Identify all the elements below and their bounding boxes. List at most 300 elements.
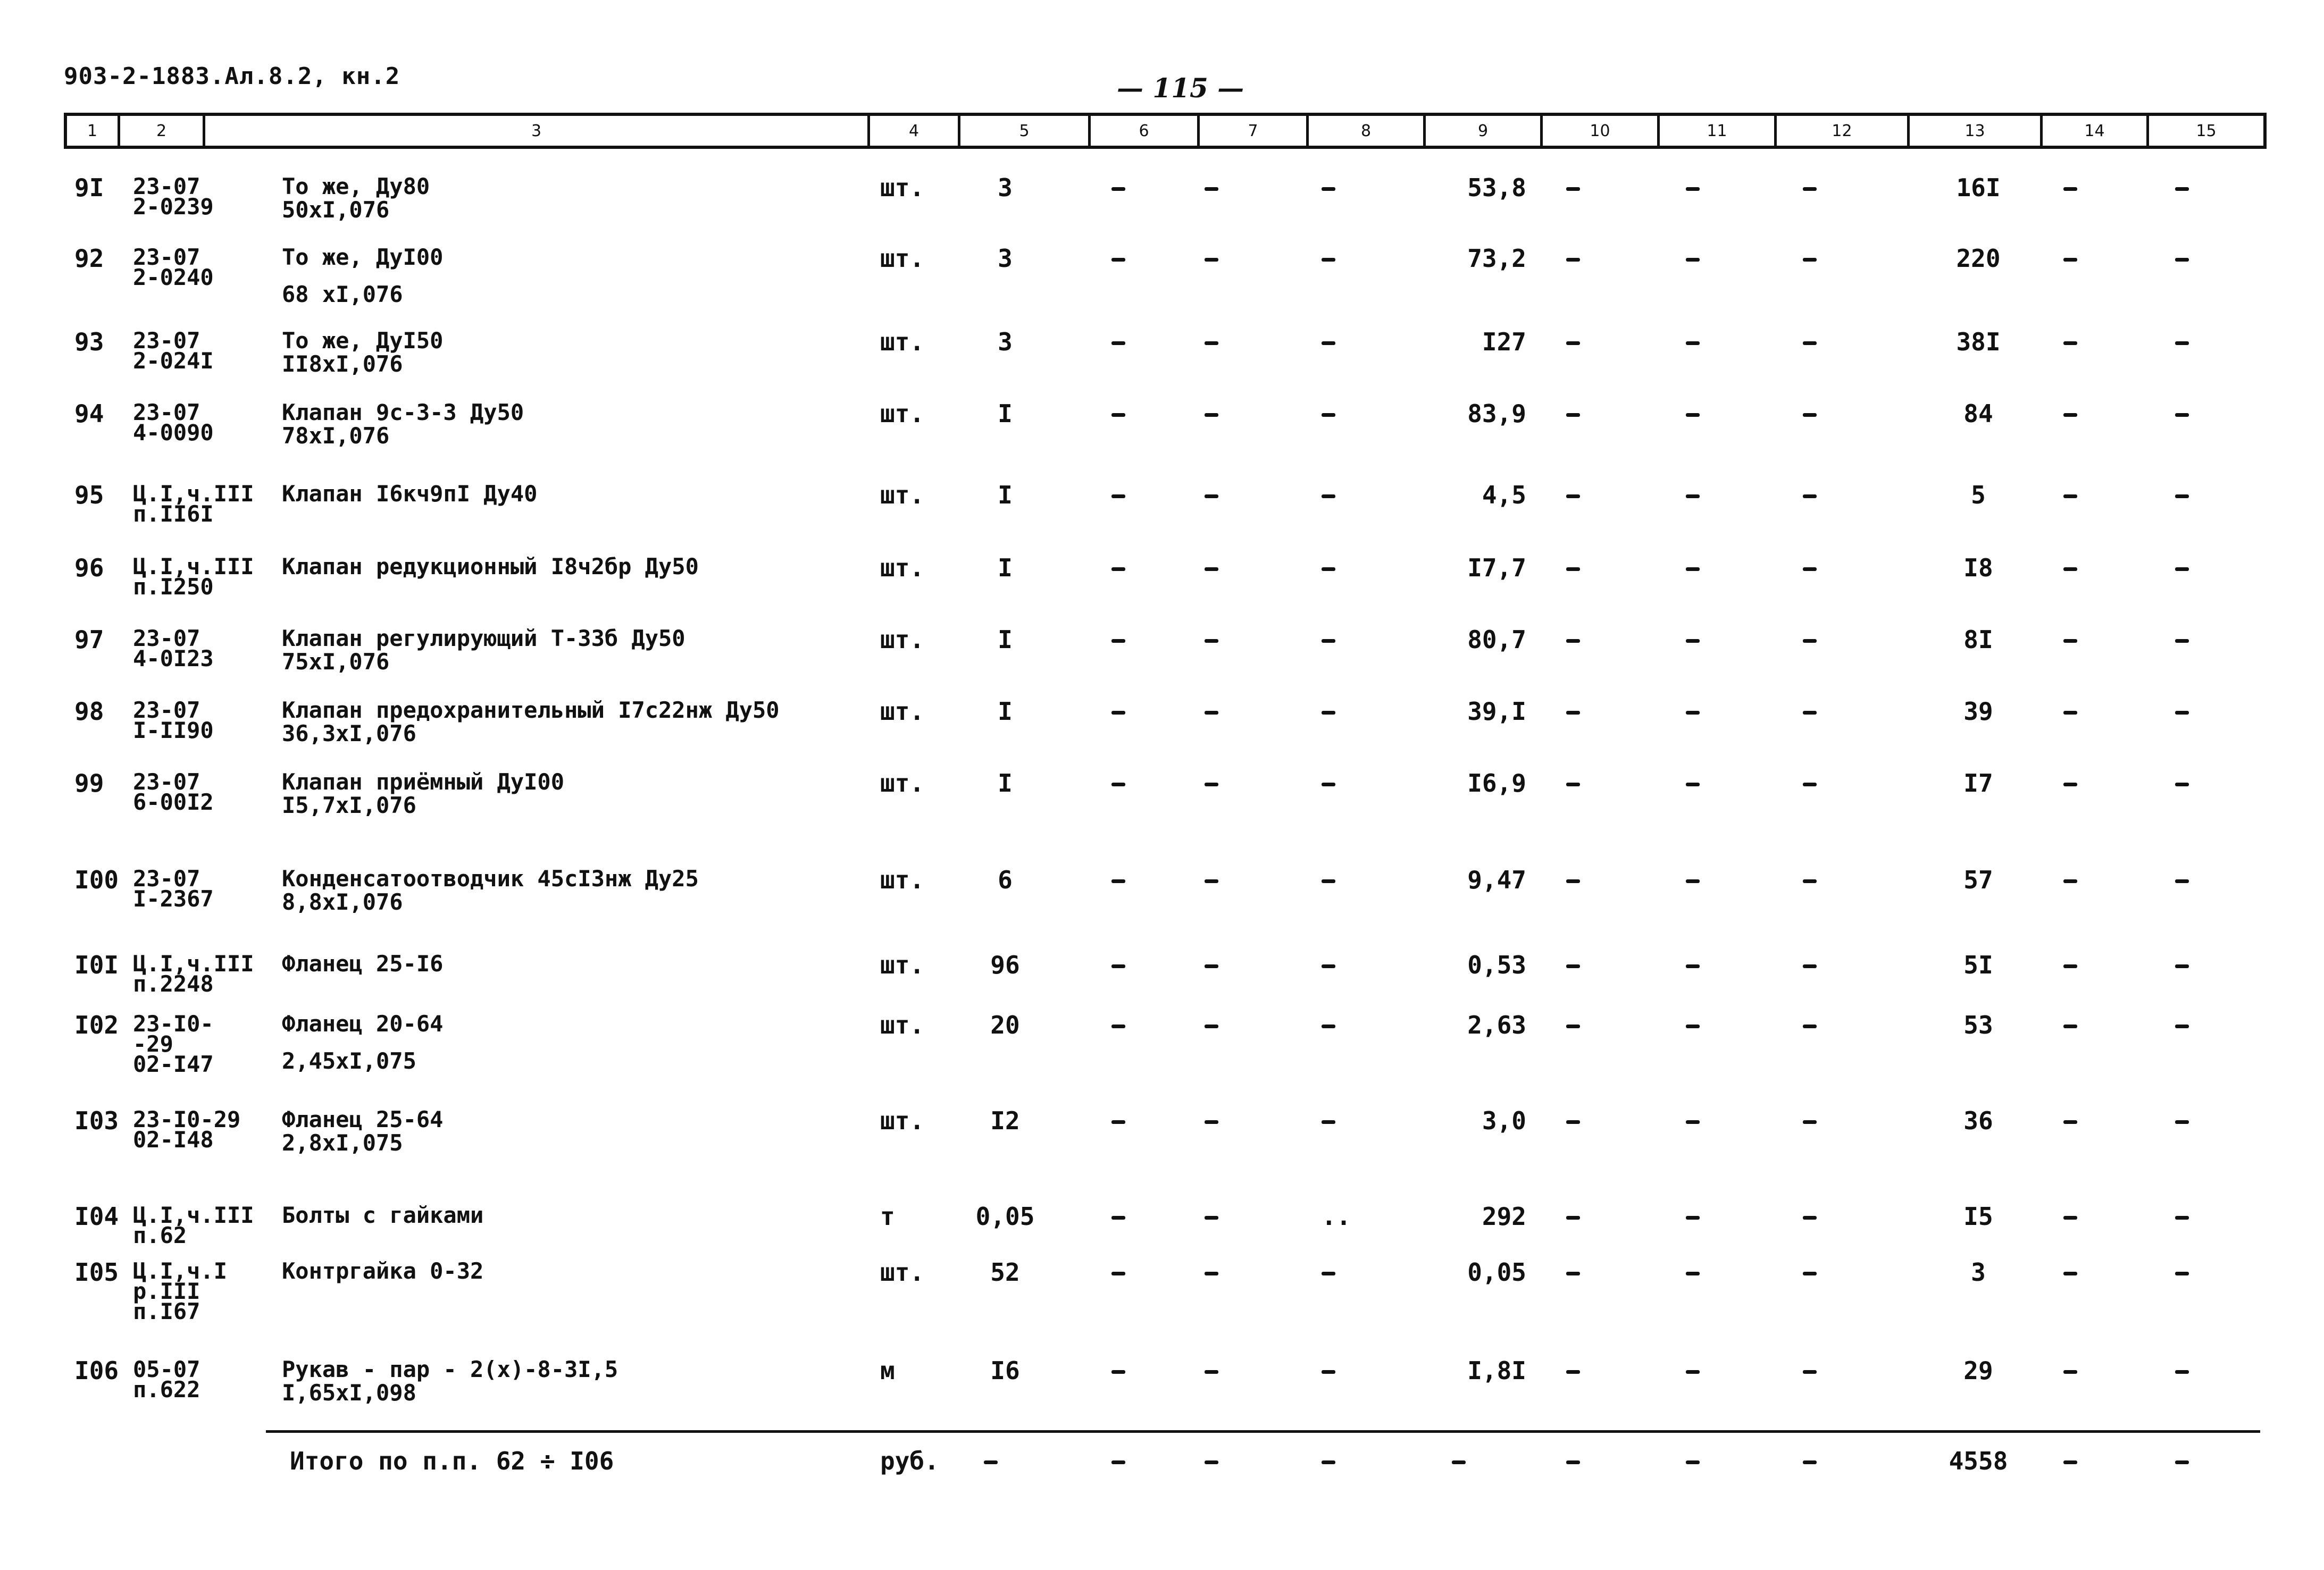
row-10-ref-line: Ц.I,ч.III	[133, 951, 254, 977]
row-1-c6-dash	[1111, 258, 1125, 262]
row-0-c11-dash	[1686, 187, 1700, 191]
column-header-7: 7	[1200, 116, 1309, 146]
row-10-c15-dash	[2175, 964, 2189, 968]
row-6-c10-dash	[1566, 639, 1580, 643]
row-2-ref-line: 2-024I	[133, 348, 214, 374]
row-15-ref-line: 05-07	[133, 1356, 200, 1382]
row-15-ref-line: п.622	[133, 1376, 200, 1403]
row-11-c7-dash	[1205, 1025, 1218, 1028]
row-15-c11-dash	[1686, 1370, 1700, 1374]
row-15-c13: 29	[1963, 1356, 1993, 1385]
row-0-qty: 3	[998, 173, 1013, 202]
row-9-c12-dash	[1803, 879, 1817, 883]
row-15-number: I06	[74, 1356, 119, 1385]
row-14-c15-dash	[2175, 1272, 2189, 1275]
row-7-c7-dash	[1205, 711, 1218, 715]
row-3-qty: I	[998, 399, 1013, 428]
row-14-c12-dash	[1803, 1272, 1817, 1275]
row-12-number: I03	[74, 1106, 119, 1135]
total-c7-dash	[1205, 1460, 1218, 1464]
column-header-10: 10	[1543, 116, 1660, 146]
column-header-2: 2	[120, 116, 205, 146]
row-11-unit: шт.	[880, 1011, 925, 1039]
row-9-c6-dash	[1111, 879, 1125, 883]
row-1-unit: шт.	[880, 244, 925, 273]
row-4-c7-dash	[1205, 494, 1218, 498]
row-9-c11-dash	[1686, 879, 1700, 883]
row-8-unit: шт.	[880, 769, 925, 797]
row-4-c10-dash	[1566, 494, 1580, 498]
row-4-c15-dash	[2175, 494, 2189, 498]
row-13-c8: ..	[1322, 1202, 1351, 1231]
column-header-3: 3	[205, 116, 870, 146]
row-1-c15-dash	[2175, 258, 2189, 262]
row-0-c8-dash	[1322, 187, 1335, 191]
row-11-c11-dash	[1686, 1025, 1700, 1028]
column-header-12: 12	[1777, 116, 1910, 146]
row-1-c7-dash	[1205, 258, 1218, 262]
row-7-c15-dash	[2175, 711, 2189, 715]
column-header-1: 1	[67, 116, 120, 146]
row-1-qty: 3	[998, 244, 1013, 273]
row-1-c10-dash	[1566, 258, 1580, 262]
row-1-c11-dash	[1686, 258, 1700, 262]
row-0-unit: шт.	[880, 173, 925, 202]
row-13-qty: 0,05	[975, 1202, 1035, 1231]
row-6-name-line: 75хI,076	[282, 649, 390, 675]
row-13-c12-dash	[1803, 1216, 1817, 1220]
row-0-c13: 16I	[1956, 173, 2001, 202]
row-7-name-line: 36,3хI,076	[282, 720, 416, 746]
row-0-ref-line: 23-07	[133, 173, 200, 199]
row-3-c11-dash	[1686, 413, 1700, 417]
row-15-name-line: Рукав - пар - 2(х)-8-3I,5	[282, 1356, 618, 1382]
row-5-c15-dash	[2175, 567, 2189, 571]
row-12-c12-dash	[1803, 1120, 1817, 1124]
column-header-9: 9	[1426, 116, 1543, 146]
row-9-c10-dash	[1566, 879, 1580, 883]
row-14-unit: шт.	[880, 1258, 925, 1287]
row-11-ref-line: 02-I47	[133, 1051, 214, 1077]
row-14-ref-line: Ц.I,ч.I	[133, 1258, 228, 1284]
row-5-number: 96	[74, 553, 104, 582]
row-5-name-line: Клапан редукционный I8ч2бр Ду50	[282, 553, 699, 580]
row-12-c14-dash	[2063, 1120, 2077, 1124]
row-14-c10-dash	[1566, 1272, 1580, 1275]
row-1-c14-dash	[2063, 258, 2077, 262]
total-c15-dash	[2175, 1460, 2189, 1464]
row-8-ref-line: 23-07	[133, 769, 200, 795]
row-3-ref-line: 4-0090	[133, 419, 214, 446]
row-9-c13: 57	[1963, 866, 1993, 894]
row-12-c8-dash	[1322, 1120, 1335, 1124]
total-c8-dash	[1322, 1460, 1335, 1464]
row-6-ref-line: 23-07	[133, 625, 200, 651]
row-15-c15-dash	[2175, 1370, 2189, 1374]
row-10-c12-dash	[1803, 964, 1817, 968]
row-3-name-line: 78хI,076	[282, 423, 390, 449]
row-0-c7-dash	[1205, 187, 1218, 191]
total-separator-line	[266, 1430, 2260, 1433]
row-10-c13: 5I	[1963, 951, 1993, 979]
row-0-c10-dash	[1566, 187, 1580, 191]
row-6-c15-dash	[2175, 639, 2189, 643]
row-0-name-line: То же, Ду80	[282, 173, 430, 199]
row-11-c14-dash	[2063, 1025, 2077, 1028]
row-8-qty: I	[998, 769, 1013, 797]
row-13-c7-dash	[1205, 1216, 1218, 1220]
row-4-c8-dash	[1322, 494, 1335, 498]
row-10-c11-dash	[1686, 964, 1700, 968]
row-8-name-line: I5,7хI,076	[282, 792, 416, 818]
row-6-qty: I	[998, 625, 1013, 654]
row-14-name-line: Контргайка 0-32	[282, 1258, 484, 1284]
row-7-c13: 39	[1963, 697, 1993, 726]
row-15-name-line: I,65хI,098	[282, 1380, 416, 1406]
row-8-name-line: Клапан приёмный ДуI00	[282, 769, 565, 795]
row-4-c14-dash	[2063, 494, 2077, 498]
row-8-c8-dash	[1322, 783, 1335, 786]
row-2-ref-line: 23-07	[133, 328, 200, 354]
row-4-number: 95	[74, 481, 104, 509]
row-3-name-line: Клапан 9с-3-3 Ду50	[282, 399, 524, 425]
row-5-c7-dash	[1205, 567, 1218, 571]
row-9-c15-dash	[2175, 879, 2189, 883]
row-13-c11-dash	[1686, 1216, 1700, 1220]
row-4-name-line: Клапан I6кч9пI Ду40	[282, 481, 538, 507]
row-4-ref-line: Ц.I,ч.III	[133, 481, 254, 507]
row-9-c7-dash	[1205, 879, 1218, 883]
total-unit: руб.	[880, 1447, 939, 1475]
row-11-name-line: 2,45хI,075	[282, 1048, 416, 1074]
row-0-c14-dash	[2063, 187, 2077, 191]
row-4-c12-dash	[1803, 494, 1817, 498]
row-6-c8-dash	[1322, 639, 1335, 643]
row-15-qty: I6	[990, 1356, 1020, 1385]
row-15-c6-dash	[1111, 1370, 1125, 1374]
row-15-c10-dash	[1566, 1370, 1580, 1374]
row-1-name-line: То же, ДуI00	[282, 244, 444, 270]
row-9-c14-dash	[2063, 879, 2077, 883]
row-10-c6-dash	[1111, 964, 1125, 968]
row-12-qty: I2	[990, 1106, 1020, 1135]
row-11-c8-dash	[1322, 1025, 1335, 1028]
row-1-ref-line: 2-0240	[133, 264, 214, 290]
row-11-number: I02	[74, 1011, 119, 1039]
total-c6-dash	[1111, 1460, 1125, 1464]
row-4-ref-line: п.II6I	[133, 501, 214, 527]
row-11-c15-dash	[2175, 1025, 2189, 1028]
column-header-6: 6	[1091, 116, 1200, 146]
row-3-c13: 84	[1963, 399, 1993, 428]
row-10-c7-dash	[1205, 964, 1218, 968]
row-2-name-line: То же, ДуI50	[282, 328, 444, 354]
row-4-c13: 5	[1971, 481, 1986, 509]
row-3-c12-dash	[1803, 413, 1817, 417]
total-c10-dash	[1566, 1460, 1580, 1464]
row-8-c11-dash	[1686, 783, 1700, 786]
row-14-ref-line: р.III	[133, 1278, 200, 1304]
row-11-ref-line: -29	[133, 1031, 173, 1057]
row-6-c12-dash	[1803, 639, 1817, 643]
row-6-unit: шт.	[880, 625, 925, 654]
row-15-c14-dash	[2063, 1370, 2077, 1374]
row-0-c12-dash	[1803, 187, 1817, 191]
row-2-c10-dash	[1566, 341, 1580, 345]
column-header-5: 5	[960, 116, 1091, 146]
row-3-c8-dash	[1322, 413, 1335, 417]
row-8-c14-dash	[2063, 783, 2077, 786]
total-c9-dash	[1452, 1460, 1466, 1464]
row-6-c13: 8I	[1963, 625, 1993, 654]
row-5-c8-dash	[1322, 567, 1335, 571]
row-9-c9: 9,47	[1467, 866, 1526, 894]
row-15-c7-dash	[1205, 1370, 1218, 1374]
row-1-c8-dash	[1322, 258, 1335, 262]
row-14-c7-dash	[1205, 1272, 1218, 1275]
row-7-ref-line: I-II90	[133, 717, 214, 743]
row-1-c12-dash	[1803, 258, 1817, 262]
row-2-c12-dash	[1803, 341, 1817, 345]
row-13-ref-line: Ц.I,ч.III	[133, 1202, 254, 1228]
row-11-c10-dash	[1566, 1025, 1580, 1028]
row-8-ref-line: 6-00I2	[133, 789, 214, 815]
row-12-unit: шт.	[880, 1106, 925, 1135]
row-7-unit: шт.	[880, 697, 925, 726]
row-13-c14-dash	[2063, 1216, 2077, 1220]
row-10-c14-dash	[2063, 964, 2077, 968]
row-14-qty: 52	[990, 1258, 1020, 1287]
row-12-c10-dash	[1566, 1120, 1580, 1124]
row-13-c6-dash	[1111, 1216, 1125, 1220]
row-13-name-line: Болты с гайками	[282, 1202, 484, 1228]
row-15-c9: I,8I	[1467, 1356, 1526, 1385]
column-header-11: 11	[1660, 116, 1777, 146]
row-13-c13: I5	[1963, 1202, 1993, 1231]
row-8-number: 99	[74, 769, 104, 797]
row-7-c12-dash	[1803, 711, 1817, 715]
row-13-c10-dash	[1566, 1216, 1580, 1220]
row-1-number: 92	[74, 244, 104, 273]
row-11-qty: 20	[990, 1011, 1020, 1039]
row-1-name-line: 68 хI,076	[282, 281, 403, 307]
row-4-c9: 4,5	[1482, 481, 1526, 509]
total-qty-dash	[984, 1460, 998, 1464]
row-12-ref-line: 02-I48	[133, 1127, 214, 1153]
column-header-15: 15	[2196, 121, 2217, 140]
row-3-c6-dash	[1111, 413, 1125, 417]
row-3-c10-dash	[1566, 413, 1580, 417]
row-14-c14-dash	[2063, 1272, 2077, 1275]
row-4-unit: шт.	[880, 481, 925, 509]
row-2-c13: 38I	[1956, 328, 2001, 356]
row-11-name-line: Фланец 20-64	[282, 1011, 444, 1037]
row-5-c11-dash	[1686, 567, 1700, 571]
row-8-c6-dash	[1111, 783, 1125, 786]
row-8-c9: I6,9	[1467, 769, 1526, 797]
row-7-c8-dash	[1322, 711, 1335, 715]
row-12-c7-dash	[1205, 1120, 1218, 1124]
row-5-c14-dash	[2063, 567, 2077, 571]
row-2-c9: I27	[1482, 328, 1526, 356]
row-12-c9: 3,0	[1482, 1106, 1526, 1135]
column-header-13: 13	[1910, 116, 2043, 146]
row-7-c11-dash	[1686, 711, 1700, 715]
row-8-c12-dash	[1803, 783, 1817, 786]
row-1-c13: 220	[1956, 244, 2001, 273]
row-11-c6-dash	[1111, 1025, 1125, 1028]
row-0-c6-dash	[1111, 187, 1125, 191]
row-15-c8-dash	[1322, 1370, 1335, 1374]
row-12-c15-dash	[2175, 1120, 2189, 1124]
row-3-c9: 83,9	[1467, 399, 1526, 428]
row-7-number: 98	[74, 697, 104, 726]
row-0-c15-dash	[2175, 187, 2189, 191]
row-6-c11-dash	[1686, 639, 1700, 643]
row-15-unit: м	[880, 1356, 895, 1385]
row-7-name-line: Клапан предохранительный I7с22нж Ду50	[282, 697, 780, 723]
row-10-name-line: Фланец 25-I6	[282, 951, 444, 977]
row-0-ref-line: 2-0239	[133, 194, 214, 220]
column-header-4: 4	[870, 116, 960, 146]
row-2-c14-dash	[2063, 341, 2077, 345]
row-6-c14-dash	[2063, 639, 2077, 643]
row-4-qty: I	[998, 481, 1013, 509]
row-14-c8-dash	[1322, 1272, 1335, 1275]
row-5-c13: I8	[1963, 553, 1993, 582]
row-13-ref-line: п.62	[133, 1222, 187, 1248]
document-code: 903-2-1883.Ал.8.2, кн.2	[64, 63, 400, 90]
row-10-c9: 0,53	[1467, 951, 1526, 979]
row-9-name-line: 8,8хI,076	[282, 889, 403, 915]
row-14-c13: 3	[1971, 1258, 1986, 1287]
row-2-c6-dash	[1111, 341, 1125, 345]
column-header-8: 8	[1309, 116, 1426, 146]
row-7-ref-line: 23-07	[133, 697, 200, 723]
row-3-unit: шт.	[880, 399, 925, 428]
row-13-c9: 292	[1482, 1202, 1526, 1231]
row-12-ref-line: 23-I0-29	[133, 1106, 241, 1132]
row-2-c15-dash	[2175, 341, 2189, 345]
row-6-number: 97	[74, 625, 104, 654]
row-1-c9: 73,2	[1467, 244, 1526, 273]
row-14-c11-dash	[1686, 1272, 1700, 1275]
total-c13: 4558	[1949, 1447, 2008, 1475]
total-label: Итого по п.п. 62 ÷ I06	[290, 1447, 614, 1475]
row-9-name-line: Конденсатоотводчик 45сI3нж Ду25	[282, 866, 699, 892]
row-6-ref-line: 4-0I23	[133, 645, 214, 671]
total-c12-dash	[1803, 1460, 1817, 1464]
row-11-c12-dash	[1803, 1025, 1817, 1028]
row-15-c12-dash	[1803, 1370, 1817, 1374]
total-c14-dash	[2063, 1460, 2077, 1464]
row-3-number: 94	[74, 399, 104, 428]
row-5-unit: шт.	[880, 553, 925, 582]
row-9-unit: шт.	[880, 866, 925, 894]
row-12-name-line: 2,8хI,075	[282, 1130, 403, 1156]
row-5-c10-dash	[1566, 567, 1580, 571]
row-12-c11-dash	[1686, 1120, 1700, 1124]
row-14-number: I05	[74, 1258, 119, 1287]
row-12-c13: 36	[1963, 1106, 1993, 1135]
column-header-14: 14	[2043, 116, 2149, 146]
row-4-c11-dash	[1686, 494, 1700, 498]
row-13-number: I04	[74, 1202, 119, 1231]
row-7-c6-dash	[1111, 711, 1125, 715]
row-1-ref-line: 23-07	[133, 244, 200, 270]
row-5-c9: I7,7	[1467, 553, 1526, 582]
row-10-qty: 96	[990, 951, 1020, 979]
row-3-c15-dash	[2175, 413, 2189, 417]
row-8-c7-dash	[1205, 783, 1218, 786]
row-3-c7-dash	[1205, 413, 1218, 417]
row-10-c10-dash	[1566, 964, 1580, 968]
row-2-unit: шт.	[880, 328, 925, 356]
row-2-c8-dash	[1322, 341, 1335, 345]
row-6-c7-dash	[1205, 639, 1218, 643]
row-0-name-line: 50хI,076	[282, 197, 390, 223]
row-10-c8-dash	[1322, 964, 1335, 968]
row-2-c7-dash	[1205, 341, 1218, 345]
row-14-c9: 0,05	[1467, 1258, 1526, 1287]
row-9-c8-dash	[1322, 879, 1335, 883]
row-7-qty: I	[998, 697, 1013, 726]
row-12-name-line: Фланец 25-64	[282, 1106, 444, 1132]
row-8-c10-dash	[1566, 783, 1580, 786]
row-8-c15-dash	[2175, 783, 2189, 786]
row-2-name-line: II8хI,076	[282, 351, 403, 377]
row-10-number: I0I	[74, 951, 119, 979]
row-7-c14-dash	[2063, 711, 2077, 715]
row-7-c10-dash	[1566, 711, 1580, 715]
row-12-c6-dash	[1111, 1120, 1125, 1124]
row-5-qty: I	[998, 553, 1013, 582]
row-6-name-line: Клапан регулирующий Т-33б Ду50	[282, 625, 686, 651]
row-13-unit: т	[880, 1202, 895, 1231]
row-9-ref-line: 23-07	[133, 866, 200, 892]
row-2-number: 93	[74, 328, 104, 356]
row-0-number: 9I	[74, 173, 104, 202]
column-header-row	[64, 113, 2267, 149]
row-11-c13: 53	[1963, 1011, 1993, 1039]
row-7-c9: 39,I	[1467, 697, 1526, 726]
row-3-c14-dash	[2063, 413, 2077, 417]
row-2-qty: 3	[998, 328, 1013, 356]
row-3-ref-line: 23-07	[133, 399, 200, 425]
row-9-ref-line: I-2367	[133, 886, 214, 912]
row-0-c9: 53,8	[1467, 173, 1526, 202]
row-9-number: I00	[74, 866, 119, 894]
row-11-c9: 2,63	[1467, 1011, 1526, 1039]
row-5-c6-dash	[1111, 567, 1125, 571]
row-6-c9: 80,7	[1467, 625, 1526, 654]
row-2-c11-dash	[1686, 341, 1700, 345]
row-5-ref-line: п.I250	[133, 574, 214, 600]
row-10-ref-line: п.2248	[133, 971, 214, 997]
row-13-c15-dash	[2175, 1216, 2189, 1220]
row-10-unit: шт.	[880, 951, 925, 979]
row-4-c6-dash	[1111, 494, 1125, 498]
row-14-c6-dash	[1111, 1272, 1125, 1275]
total-c11-dash	[1686, 1460, 1700, 1464]
row-9-qty: 6	[998, 866, 1013, 894]
row-5-c12-dash	[1803, 567, 1817, 571]
page-number: — 115 —	[1117, 72, 1244, 104]
row-14-ref-line: п.I67	[133, 1298, 200, 1324]
row-6-c6-dash	[1111, 639, 1125, 643]
row-8-c13: I7	[1963, 769, 1993, 797]
row-5-ref-line: Ц.I,ч.III	[133, 553, 254, 580]
